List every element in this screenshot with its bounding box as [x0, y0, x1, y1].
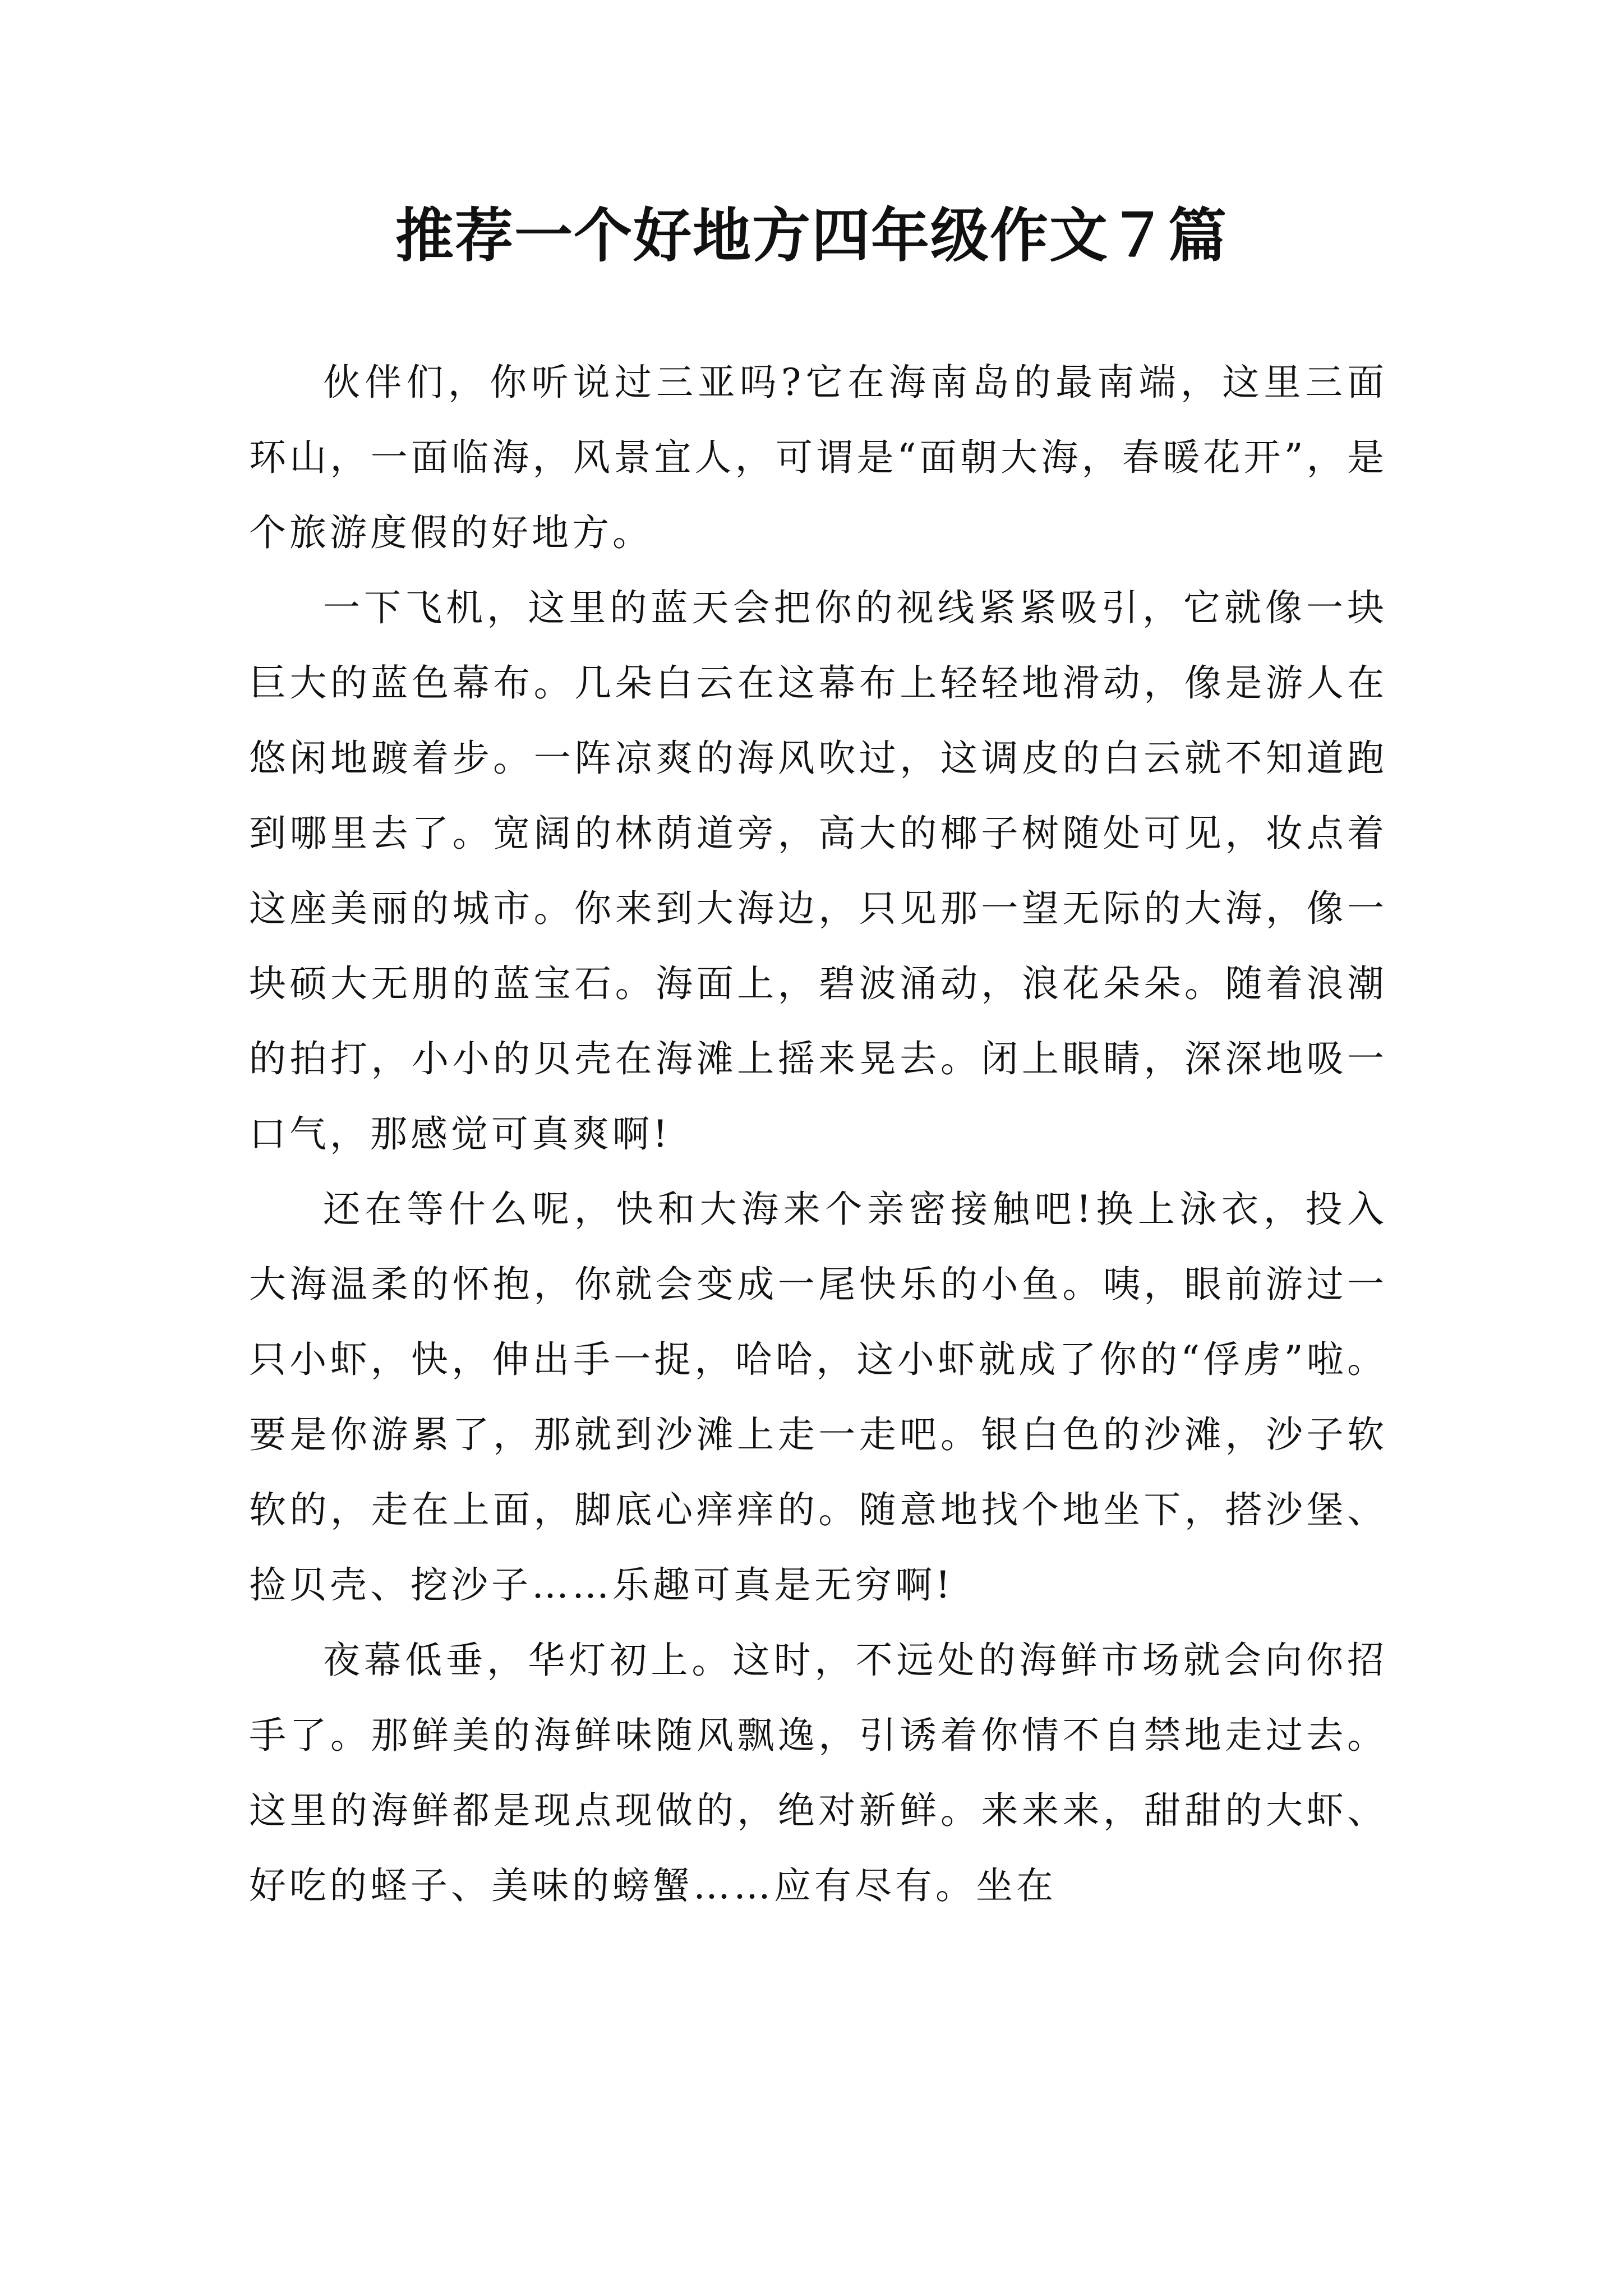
- paragraph-2: 一下飞机，这里的蓝天会把你的视线紧紧吸引，它就像一块巨大的蓝色幕布。几朵白云在这幕布上轻轻地滑动，像是游人在悠闲地踱着步。一阵凉爽的海风吹过，这调皮的白云就不知道跑到哪里去了。宽阔的林荫道旁，高大的椰子树随处可见，妆点着这座美丽的城市。你来到大海边，只见那一望无际的大海，像一块硕大无朋的蓝宝石。海面上，碧波涌动，浪花朵朵。随着浪潮的拍打，小小的贝壳在海滩上摇来晃去。闭上眼睛，深深地吸一口气，那感觉可真爽啊!: [249, 586, 1387, 1156]
- document-body: [249, 345, 1387, 1924]
- paragraph-1: 伙伴们，你听说过三亚吗?它在海南岛的最南端，这里三面环山，一面临海，风景宜人，可谓是“面朝大海，春暖花开”，是个旅游度假的好地方。: [249, 361, 1387, 554]
- paragraph-3: 还在等什么呢，快和大海来个亲密接触吧!换上泳衣，投入大海温柔的怀抱，你就会变成一尾快乐的小鱼。咦，眼前游过一只小虾，快，伸出手一捉，哈哈，这小虾就成了你的“俘虏”啦。要是你游累了，那就到沙滩上走一走吧。银白色的沙滩，沙子软软的，走在上面，脚底心痒痒的。随意地找个地坐下，搭沙堡、捡贝壳、挖沙子……乐趣可真是无穷啊!: [249, 1188, 1387, 1607]
- paragraph-4: 夜幕低垂，华灯初上。这时，不远处的海鲜市场就会向你招手了。那鲜美的海鲜味随风飘逸，引诱着你情不自禁地走过去。这里的海鲜都是现点现做的，绝对新鲜。来来来，甜甜的大虾、好吃的蛏子、美味的螃蟹……应有尽有。坐在: [249, 1639, 1387, 1907]
- document-title: 推荐一个好地方四年级作文７篇: [395, 201, 1228, 270]
